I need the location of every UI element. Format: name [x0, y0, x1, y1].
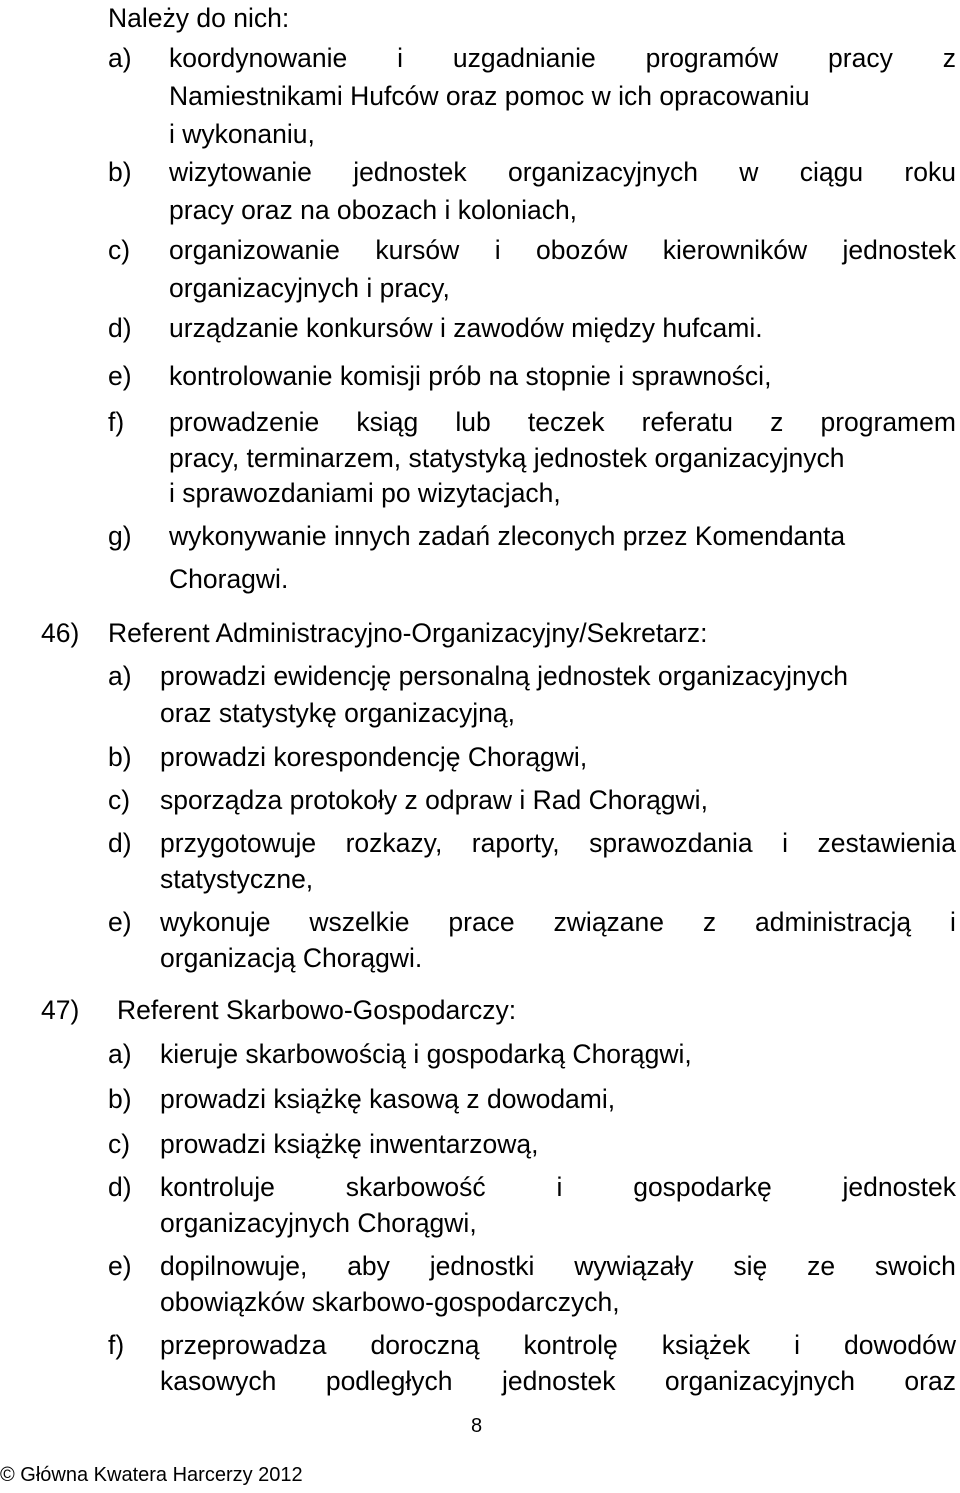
word: i	[556, 1172, 563, 1202]
s46-c-line1: sporządza protokoły z odpraw i Rad Chorągwi,	[160, 785, 708, 815]
list1-c-line2: organizacyjnych i pracy,	[169, 273, 450, 303]
list1-d-label: d)	[108, 313, 132, 343]
s47-e-label: e)	[108, 1251, 132, 1281]
word: z	[942, 43, 956, 73]
s46-a-line1: prowadzi ewidencję personalną jednostek organizacyjnych	[160, 661, 848, 691]
s47-b-line1: prowadzi książkę kasową z dowodami,	[160, 1084, 616, 1114]
word: rozkazy,	[345, 828, 443, 858]
word: i	[782, 828, 789, 858]
list1-a-label: a)	[108, 43, 132, 73]
word: jednostek	[842, 235, 956, 265]
s47-c-label: c)	[108, 1129, 131, 1159]
list1-b-label: b)	[108, 157, 132, 187]
list1-b-line1	[169, 155, 956, 189]
word: kontroluje	[160, 1172, 275, 1202]
s46-a-line2: oraz statystykę organizacyjną,	[160, 698, 515, 728]
list1-e-line1: kontrolowanie komisji prób na stopnie i sprawności,	[169, 361, 772, 391]
s47-d-line2: organizacyjnych Chorągwi,	[160, 1208, 477, 1238]
word: organizacyjnych	[507, 157, 698, 187]
s47-f-label: f)	[108, 1330, 125, 1360]
list1-g-line2: Choragwi.	[169, 564, 289, 594]
word: teczek	[527, 407, 605, 437]
word: podległych	[325, 1366, 453, 1396]
s46-c-label: c)	[108, 785, 131, 815]
word: i	[494, 235, 501, 265]
s47-f-line1	[160, 1328, 956, 1362]
s47-c-line1: prowadzi książkę inwentarzową,	[160, 1129, 539, 1159]
word: koordynowanie	[169, 43, 348, 73]
word: ksiąg	[356, 407, 419, 437]
list1-d-line1: urządzanie konkursów i zawodów między hufcami.	[169, 313, 763, 343]
s47-e-line1	[160, 1249, 956, 1283]
word: z	[770, 407, 784, 437]
list1-c-label: c)	[108, 235, 131, 265]
word: zestawienia	[817, 828, 956, 858]
s46-b-label: b)	[108, 742, 132, 772]
word: obozów	[536, 235, 628, 265]
list1-c-line1	[169, 233, 956, 267]
word: i	[950, 907, 956, 937]
word: oraz	[904, 1366, 956, 1396]
s47-f-line2	[160, 1364, 956, 1398]
list1-g-line1: wykonywanie innych zadań zleconych przez Komendanta	[169, 521, 846, 551]
word: programem	[820, 407, 956, 437]
word: skarbowość	[345, 1172, 486, 1202]
word: wizytowanie	[169, 157, 312, 187]
word: organizacyjnych	[664, 1366, 855, 1396]
list1-a-line3: i wykonaniu,	[169, 119, 315, 149]
word: prace	[448, 907, 515, 937]
word: sprawozdania	[589, 828, 753, 858]
word: swoich	[874, 1251, 956, 1281]
section47-title: Referent Skarbowo-Gospodarczy:	[117, 995, 517, 1025]
s47-e-line2: obowiązków skarbowo-gospodarczych,	[160, 1287, 620, 1317]
word: uzgadnianie	[452, 43, 596, 73]
list1-f-label: f)	[108, 407, 125, 437]
intro-text: Należy do nich:	[108, 3, 290, 33]
word: organizowanie	[169, 235, 340, 265]
word: doroczną	[370, 1330, 480, 1360]
list1-g-label: g)	[108, 521, 132, 551]
word: i	[397, 43, 403, 73]
word: z	[702, 907, 717, 937]
s46-e-line2: organizacją Chorągwi.	[160, 943, 423, 973]
word: raporty,	[471, 828, 560, 858]
word: przeprowadza	[160, 1330, 327, 1360]
word: prowadzenie	[169, 407, 320, 437]
word: ciągu	[799, 157, 864, 187]
word: jednostek	[502, 1366, 616, 1396]
word: i	[794, 1330, 801, 1360]
word: wszelkie	[309, 907, 410, 937]
word: jednostek	[353, 157, 467, 187]
list1-b-line2: pracy oraz na obozach i koloniach,	[169, 195, 578, 225]
word: związane	[553, 907, 665, 937]
section47-number: 47)	[41, 995, 80, 1025]
word: kontrolę	[523, 1330, 618, 1360]
word: roku	[904, 157, 956, 187]
s47-b-label: b)	[108, 1084, 132, 1114]
word: kasowych	[160, 1366, 277, 1396]
word: gospodarkę	[633, 1172, 772, 1202]
s46-d-label: d)	[108, 828, 132, 858]
section46-title: Referent Administracyjno-Organizacyjny/Sekretarz:	[108, 618, 708, 648]
word: kierowników	[662, 235, 808, 265]
word: kursów	[375, 235, 460, 265]
word: w	[739, 157, 759, 187]
s46-e-line1	[160, 905, 956, 939]
word: ze	[807, 1251, 836, 1281]
list1-f-line1	[169, 405, 956, 439]
s47-a-label: a)	[108, 1039, 132, 1069]
list1-f-line2: pracy, terminarzem, statystyką jednostek organizacyjnych	[169, 443, 845, 473]
word: lub	[455, 407, 491, 437]
word: wywiązały	[574, 1251, 694, 1281]
copyright-footer: © Główna Kwatera Harcerzy 2012	[0, 1464, 303, 1486]
s46-b-line1: prowadzi korespondencję Chorągwi,	[160, 742, 588, 772]
list1-e-label: e)	[108, 361, 132, 391]
s46-d-line2: statystyczne,	[160, 864, 314, 894]
s46-a-label: a)	[108, 661, 132, 691]
word: jednostek	[842, 1172, 956, 1202]
word: dopilnowuje,	[160, 1251, 308, 1281]
word: administracją	[755, 907, 912, 937]
s47-a-line1: kieruje skarbowością i gospodarką Chorągwi,	[160, 1039, 692, 1069]
list1-a-line2: Namiestnikami Hufców oraz pomoc w ich opracowaniu	[169, 81, 810, 111]
list1-a-line1	[169, 41, 956, 75]
word: się	[733, 1251, 768, 1281]
section46-number: 46)	[41, 618, 80, 648]
page-number: 8	[471, 1415, 483, 1437]
word: aby	[347, 1251, 390, 1281]
word: referatu	[641, 407, 733, 437]
s46-d-line1	[160, 826, 956, 860]
word: dowodów	[844, 1330, 956, 1360]
s47-d-label: d)	[108, 1172, 132, 1202]
word: przygotowuje	[160, 828, 317, 858]
s46-e-label: e)	[108, 907, 132, 937]
word: jednostki	[429, 1251, 535, 1281]
word: wykonuje	[160, 907, 271, 937]
list1-f-line3: i sprawozdaniami po wizytacjach,	[169, 478, 561, 508]
word: pracy	[828, 43, 893, 73]
word: książek	[661, 1330, 751, 1360]
s47-d-line1	[160, 1170, 956, 1204]
word: programów	[645, 43, 779, 73]
